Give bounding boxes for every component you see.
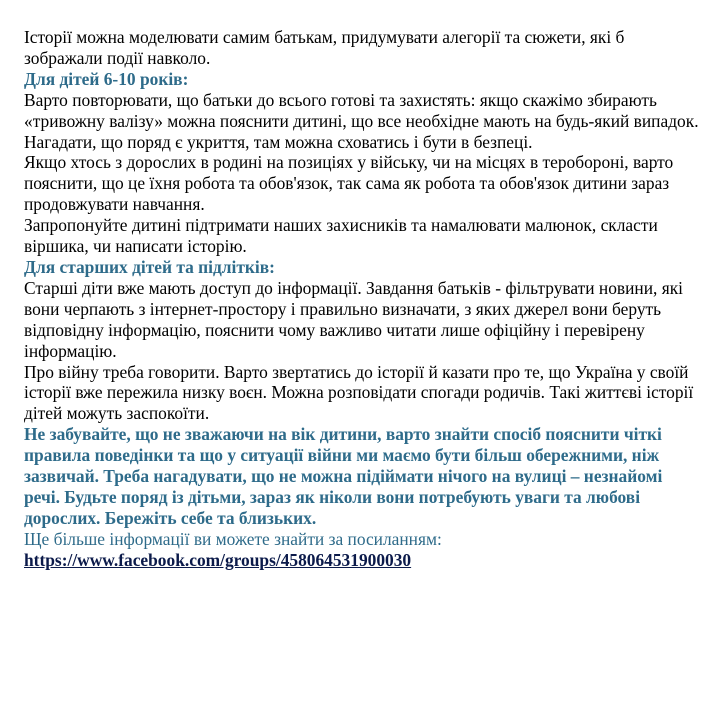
kids-paragraph-3: Запропонуйте дитині підтримати наших захисників та намалювати малюнок, скласти віршика, чи написати історію. xyxy=(24,215,658,257)
document-page xyxy=(24,27,700,571)
teens-paragraph-2: Про війну треба говорити. Варто звертатись до історії й казати про те, що Україна у своїй історії вже пережила низку воєн. Можна розповідати спогади родичів. Такі життєві історії дітей можуть заспокоїти. xyxy=(24,361,694,424)
teens-paragraph-1: Старші діти вже мають доступ до інформації. Завдання батьків - фільтрувати новини, які вони черпають з інтернет-простору і правильно визначати, з яких джерел вони беруть відповідну інформацію, пояснити чому важливо читати лише офіційну і перевірену інформацію. xyxy=(24,277,684,361)
heading-kids-6-10: Для дітей 6-10 років: xyxy=(24,68,189,89)
heading-teens: Для старших дітей та підлітків: xyxy=(24,256,275,277)
kids-paragraph-1: Варто повторювати, що батьки до всього готові та захистять: якщо скажімо збирають «тривожну валізу» можна пояснити дитині, що все необхідне мають на будь-який випадок. Нагадати, що поряд є укриття, там можна сховатись і бути в безпеці. xyxy=(24,89,699,152)
facebook-group-link[interactable]: https://www.facebook.com/groups/458064531900030 xyxy=(24,549,412,570)
more-info-text: Ще більше інформації ви можете знайти за посиланням: xyxy=(24,528,442,549)
highlight-paragraph: Не забувайте, що не зважаючи на вік дитини, варто знайти спосіб пояснити чіткі правила поведінки та що у ситуації війни ми маємо бути більш обережними, ніж зазвичай. Треба нагадувати, що не можна підіймати нічого на вулиці – незнайомі речі. Будьте поряд із дітьми, зараз як ніколи вони потребують уваги та любові дорослих. Бережіть себе та близьких. xyxy=(24,424,663,528)
kids-paragraph-2: Якщо хтось з дорослих в родині на позиціях у війську, чи на місцях в теробороні, варто пояснити, що це їхня робота та обов'язок, так сама як робота та обов'язок дитини зараз продовжувати навчання. xyxy=(24,152,674,215)
intro-paragraph: Історії можна моделювати самим батькам, придумувати алегорії та сюжети, які б зображали події навколо. xyxy=(24,27,625,68)
